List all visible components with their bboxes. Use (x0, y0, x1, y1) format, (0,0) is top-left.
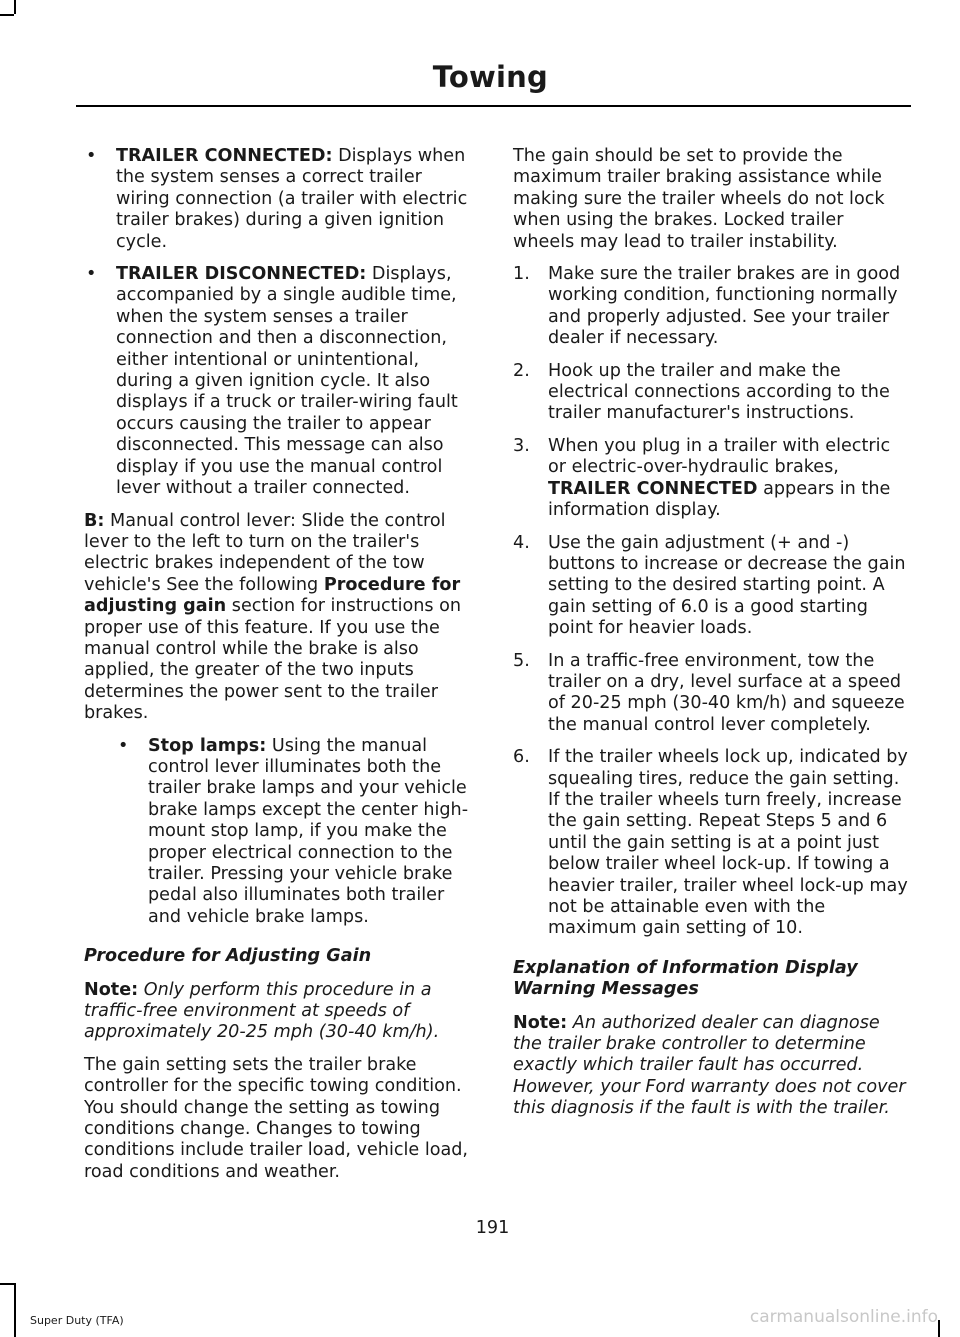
step-text: Make sure the trailer brakes are in good working condition, functioning normally and properly adjusted. See your trailer dealer if necessary. (548, 264, 901, 349)
list-item (513, 361, 910, 425)
note (84, 980, 477, 1044)
note-label: Note: (513, 1012, 568, 1033)
crop-mark (0, 14, 14, 16)
step-number: 2. (513, 360, 530, 381)
crop-mark (14, 0, 16, 14)
header-divider (76, 105, 911, 107)
message-name: TRAILER CONNECTED (548, 478, 758, 499)
text: section for instructions on proper use of this feature. If you use the manual control while the brake is also applied, the greater of the two inputs determines the power sent to the trailer brakes. (84, 596, 462, 724)
step-number: 3. (513, 435, 530, 456)
step-text: Use the gain adjustment (+ and -) buttons to increase or decrease the gain setting to the desired starting point. A gain setting of 6.0 is a good starting point for heavier loads. (548, 532, 906, 639)
footer-model: Super Duty (TFA) (30, 1314, 124, 1327)
step-number: 5. (513, 650, 530, 671)
step-text: appears in the information display. (548, 478, 891, 521)
label-b: B: (84, 510, 105, 531)
crop-mark (0, 1283, 16, 1285)
note-text: Only perform this procedure in a traffic-free environment at speeds of approximately 20-25 mph (30-40 km/h). (84, 979, 440, 1043)
watermark: carmanualsonline.info (749, 1307, 938, 1327)
paragraph: The gain setting sets the trailer brake controller for the specific towing condition. You should change the setting as towing conditions change. Changes to towing conditions include trailer load, vehicle load, road conditions and weather. (84, 1054, 469, 1182)
step-number: 1. (513, 264, 530, 285)
page-number: 191 (475, 1218, 510, 1238)
step-number: 6. (513, 747, 530, 768)
bullet-icon: • (118, 735, 129, 756)
step-text: When you plug in a trailer with electric or electric-over-hydraulic brakes, (548, 435, 891, 478)
list-item (513, 747, 910, 940)
bullet-icon: • (86, 264, 97, 285)
item-text: Displays, accompanied by a single audible time, when the system senses a trailer connection and then a disconnection, either intentional or unintentional, during a given ignition cycle. It also displays if a truck or trailer-wiring fault occurs causing the trailer to appear disconnected. This message can also display if you use the manual control lever without a trailer connected. (116, 264, 458, 499)
bullet-icon: • (86, 146, 97, 166)
note-text: An authorized dealer can diagnose the trailer brake controller to determine exactly which trailer fault has occurred. However, your Ford warranty does not cover this diagnosis if the fault is with the trailer. (513, 1012, 906, 1119)
crop-mark (14, 1283, 16, 1337)
term: TRAILER DISCONNECTED: (116, 264, 367, 285)
step-text: If the trailer wheels lock up, indicated by squealing tires, reduce the gain setting. If the trailer wheels turn freely, increase the gain setting. Repeat Steps 5 and 6 until the gain setting is at a point just below trailer wheel lock-up. If towing a heavier trailer, trailer wheel lock-up may not be attainable even with the maximum gain setting of 10. (548, 747, 908, 939)
note-label: Note: (84, 979, 139, 1000)
list-item (116, 736, 477, 929)
list-item (513, 533, 910, 640)
crop-mark (938, 1320, 940, 1337)
section-heading: Procedure for Adjusting Gain (84, 946, 372, 967)
step-number: 4. (513, 532, 530, 553)
term: TRAILER CONNECTED: (116, 146, 333, 166)
term: Stop lamps: (148, 735, 267, 756)
list-item (84, 146, 477, 253)
page-title: Towing (432, 60, 548, 94)
list-item (513, 264, 910, 350)
text: Manual control lever: Slide the control lever to the left to turn on the trailer's electric brakes independent of the tow vehicle's See the following (84, 510, 446, 595)
item-text: Displays when the system senses a correct trailer wiring connection (a trailer with electric trailer brakes) during a given ignition cycle. (116, 146, 468, 252)
paragraph-b (84, 511, 477, 725)
left-column (84, 146, 477, 1194)
step-text: In a traffic-free environment, tow the trailer on a dry, level surface at a speed of 20-25 mph (30-40 km/h) and squeeze the manual control lever completely. (548, 650, 905, 735)
right-column (513, 146, 910, 1131)
item-text: Using the manual control lever illuminates both the trailer brake lamps and your vehicle brake lamps except the center high-mount stop lamp, if you make the proper electrical connection to the trailer. Pressing your vehicle brake pedal also illuminates both trailer and vehicle brake lamps. (148, 735, 469, 927)
list-item (513, 651, 910, 737)
section-heading: Explanation of Information Display Warning Messages (513, 957, 858, 1000)
list-item (513, 436, 910, 522)
list-item (84, 264, 477, 499)
section-reference: Procedure for adjusting gain (84, 574, 461, 617)
step-text: Hook up the trailer and make the electrical connections according to the trailer manufacturer's instructions. (548, 360, 890, 424)
paragraph: The gain should be set to provide the maximum trailer braking assistance while making sure the trailer wheels do not lock when using the brakes. Locked trailer wheels may lead to trailer instability. (513, 146, 885, 252)
note (513, 1013, 910, 1120)
